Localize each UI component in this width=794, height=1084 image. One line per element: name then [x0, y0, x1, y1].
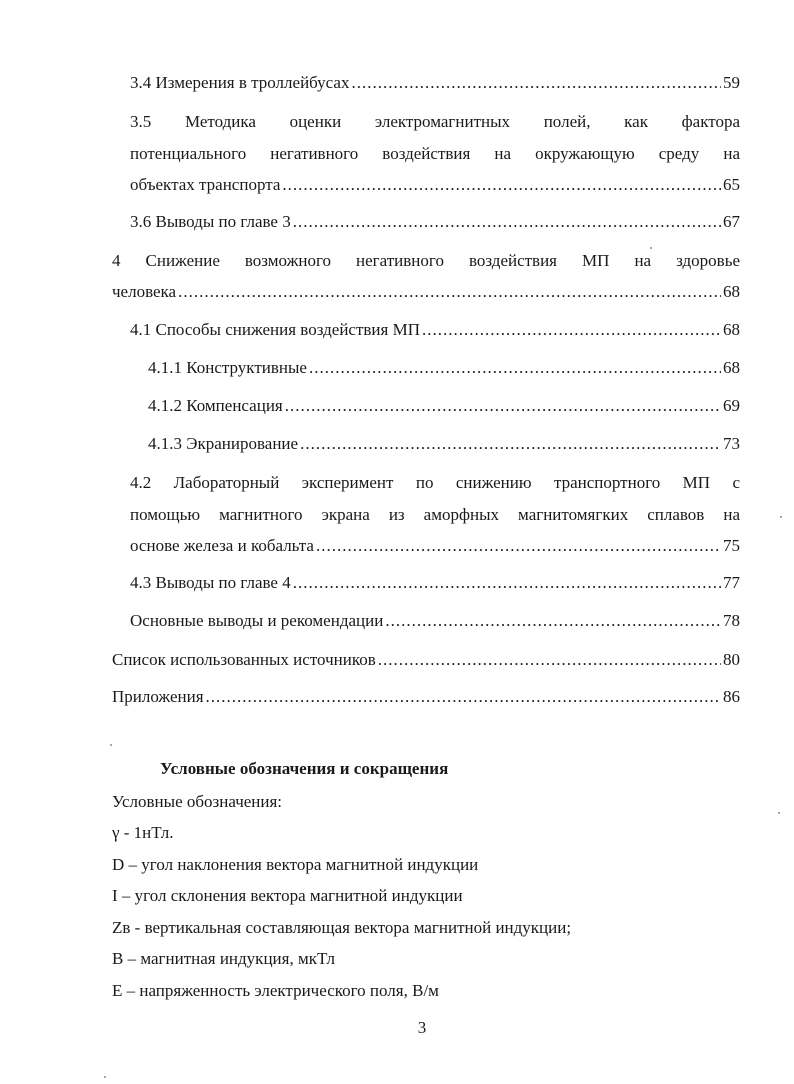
toc-entry-title: объектах транспорта	[130, 175, 281, 194]
toc-entry-conclusions[interactable]	[130, 610, 740, 632]
toc-page-number: 86	[723, 687, 740, 706]
toc-leader-dots	[422, 319, 721, 341]
scan-speck	[110, 744, 112, 746]
toc-entry-title: 4.3 Выводы по главе 4	[130, 573, 291, 592]
toc-entry-references[interactable]	[112, 649, 740, 671]
toc-entry-title: человека	[112, 282, 177, 301]
toc-entry-4-1[interactable]	[130, 319, 740, 341]
toc-page-number: 78	[723, 611, 740, 630]
notation-item: γ - 1нТл.	[112, 823, 174, 842]
toc-page-number: 65	[723, 175, 740, 194]
notation-item: Zв - вертикальная составляющая вектора магнитной индукции;	[112, 918, 572, 937]
toc-entry-title: Основные выводы и рекомендации	[130, 611, 384, 630]
toc-page-number: 80	[723, 650, 740, 669]
toc-entry-4-2-line2: помощью магнитного экрана из аморфных магнитомягких сплавов на	[130, 505, 740, 524]
toc-page-number: 68	[723, 320, 740, 339]
toc-entry-title: основе железа и кобальта	[130, 536, 314, 555]
toc-leader-dots	[293, 211, 721, 233]
scan-speck	[104, 1076, 106, 1078]
toc-entry-appendices[interactable]	[112, 686, 740, 708]
scan-speck	[650, 247, 652, 249]
toc-entry-title: 4.1 Способы снижения воздействия МП	[130, 320, 420, 339]
toc-entry-4-2-line1: 4.2 Лабораторный эксперимент по снижению транспортного МП с	[130, 473, 740, 492]
toc-entry-title: Список использованных источников	[112, 650, 376, 669]
toc-entry-4[interactable]	[112, 281, 740, 303]
notation-item: D – угол наклонения вектора магнитной индукции	[112, 855, 479, 874]
toc-leader-dots	[178, 281, 721, 303]
scan-speck	[778, 812, 780, 814]
toc-page-number: 67	[723, 212, 740, 231]
toc-entry-4-3[interactable]	[130, 572, 740, 594]
toc-leader-dots	[282, 174, 721, 196]
notation-subheading: Условные обозначения:	[112, 792, 283, 811]
toc-leader-dots	[300, 433, 721, 455]
toc-entry-3-4[interactable]	[130, 72, 740, 94]
toc-entry-title: 4.1.1 Конструктивные	[148, 358, 307, 377]
toc-entry-3-5-line1: 3.5 Методика оценки электромагнитных полей, как фактора	[130, 112, 740, 131]
scan-speck	[780, 516, 782, 518]
toc-entry-4-2[interactable]	[130, 535, 740, 557]
toc-page-number: 75	[723, 536, 740, 555]
toc-entry-title: 4.1.3 Экранирование	[148, 434, 299, 453]
toc-leader-dots	[309, 357, 721, 379]
toc-page-number: 68	[723, 358, 740, 377]
toc-entry-3-5[interactable]	[130, 174, 740, 196]
toc-entry-3-5-line2: потенциального негативного воздействия на окружающую среду на	[130, 144, 740, 163]
toc-entry-4-1-1[interactable]	[148, 357, 740, 379]
notation-item: I – угол склонения вектора магнитной индукции	[112, 886, 463, 905]
toc-leader-dots	[316, 535, 721, 557]
notation-item: E – напряженность электрического поля, В/м	[112, 981, 439, 1000]
toc-page-number: 59	[723, 73, 740, 92]
toc-leader-dots	[293, 572, 721, 594]
toc-entry-4-1-2[interactable]	[148, 395, 740, 417]
toc-leader-dots	[378, 649, 721, 671]
toc-page-number: 69	[723, 396, 740, 415]
page-number: 3	[417, 1018, 427, 1037]
toc-page-number: 77	[723, 573, 740, 592]
toc-leader-dots	[351, 72, 721, 94]
toc-entry-4-1-3[interactable]	[148, 433, 740, 455]
toc-entry-3-6[interactable]	[130, 211, 740, 233]
toc-entry-title: 3.6 Выводы по главе 3	[130, 212, 291, 231]
toc-page-number: 68	[723, 282, 740, 301]
toc-leader-dots	[385, 610, 721, 632]
toc-entry-title: 4.1.2 Компенсация	[148, 396, 283, 415]
toc-page-number: 73	[723, 434, 740, 453]
toc-leader-dots	[285, 395, 721, 417]
notation-heading: Условные обозначения и сокращения	[160, 759, 449, 778]
toc-entry-title: Приложения	[112, 687, 204, 706]
notation-item: B – магнитная индукция, мкТл	[112, 949, 335, 968]
toc-entry-title: 3.4 Измерения в троллейбусах	[130, 73, 350, 92]
toc-leader-dots	[206, 686, 721, 708]
toc-entry-4-line1: 4 Снижение возможного негативного воздействия МП на здоровье	[112, 251, 740, 270]
